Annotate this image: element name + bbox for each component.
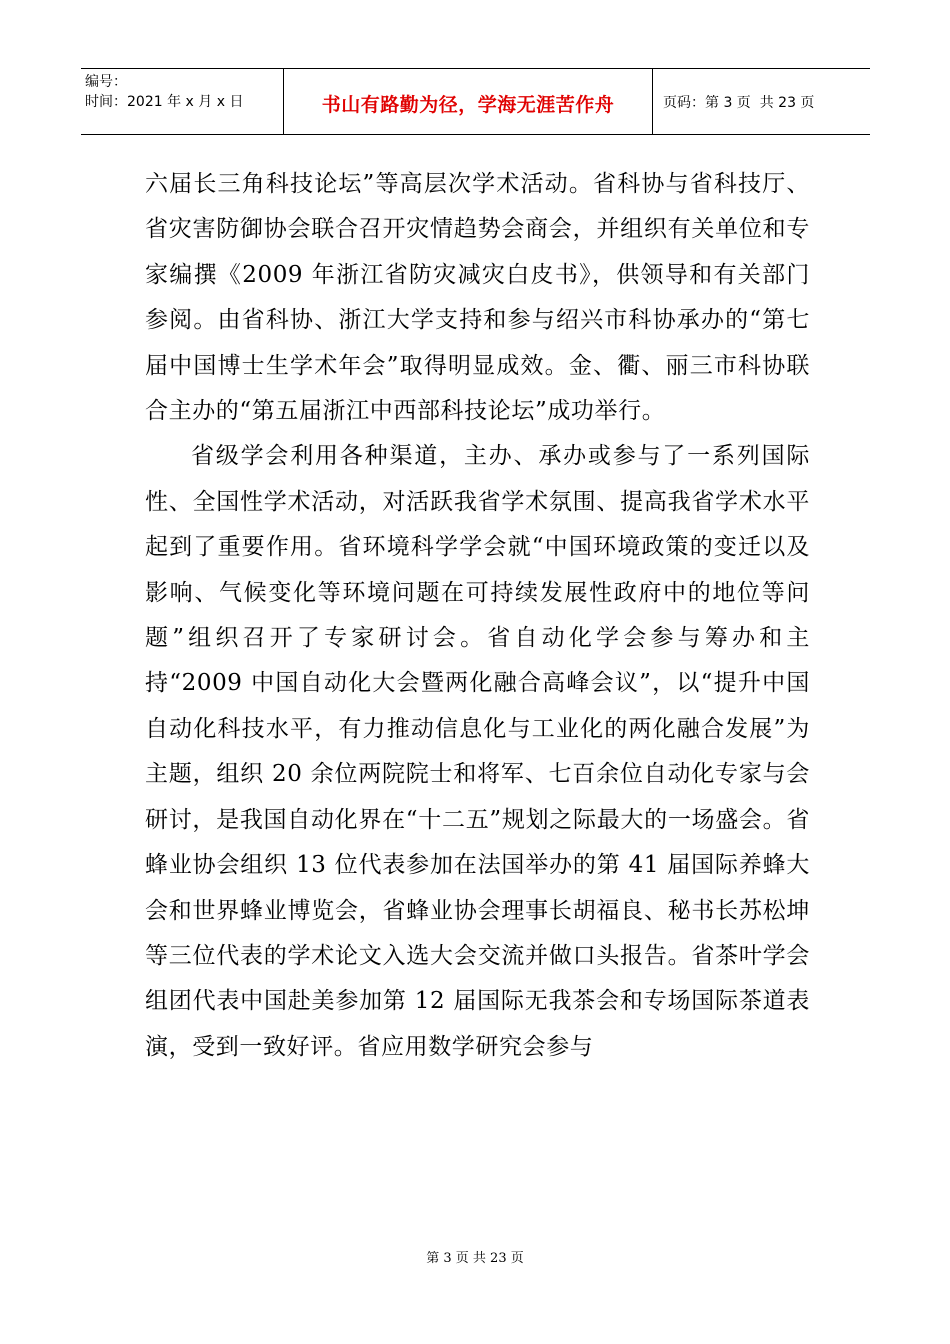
document-number-label: 编号： <box>85 74 127 90</box>
header-page-info: 页码：第 3 页 共 23 页 <box>663 94 815 111</box>
header-motto: 书山有路勤为径，学海无涯苦作舟 <box>321 94 615 116</box>
header-motto-cell <box>284 69 653 134</box>
document-body <box>145 162 810 1070</box>
body-paragraph: 省级学会利用各种渠道，主办、承办或参与了一系列国际性、全国性学术活动，对活跃我省学术氛围、提高我省学术水平起到了重要作用。省环境科学学会就“中国环境政策的变迁以及影响、气候变化等环境问题在可持续发展性政府中的地位等问题”组织召开了专家研讨会。省自动化学会参与筹办和主持“2009 中国自动化大会暨两化融合高峰会议”，以“提升中国自动化科技水平，有力推动信息化与工业化的两化融合发展”为主题，组织 20 余位两院院士和将军、七百余位自动化专家与会研讨，是我国自动化界在“十二五”规划之际最大的一场盛会。省蜂业协会组织 13 位代表参加在法国举办的第 41 届国际养蜂大会和世界蜂业博览会，省蜂业协会理事长胡福良、秘书长苏松坤等三位代表的学术论文入选大会交流并做口头报告。省茶叶学会组团代表中国赴美参加第 12 届国际无我茶会和专场国际茶道表演，受到一致好评。省应用数学研究会参与 <box>145 443 810 1060</box>
header-meta-cell <box>81 69 284 134</box>
page-header <box>81 68 870 135</box>
body-paragraph-continued: 六届长三角科技论坛”等高层次学术活动。省科协与省科技厅、省灾害防御协会联合召开灾情趋势会商会，并组织有关单位和专家编撰《2009 年浙江省防灾减灾白皮书》，供领导和有关部门参阅。由省科协、浙江大学支持和参与绍兴市科协承办的“第七届中国博士生学术年会”取得明显成效。金、衢、丽三市科协联合主办的“第五届浙江中西部科技论坛”成功举行。 <box>145 171 810 425</box>
header-page-cell <box>653 69 870 134</box>
document-date-label: 时间：2021 年 x 月 x 日 <box>85 94 244 110</box>
page-footer: 第 3 页 共 23 页 <box>426 1251 524 1266</box>
